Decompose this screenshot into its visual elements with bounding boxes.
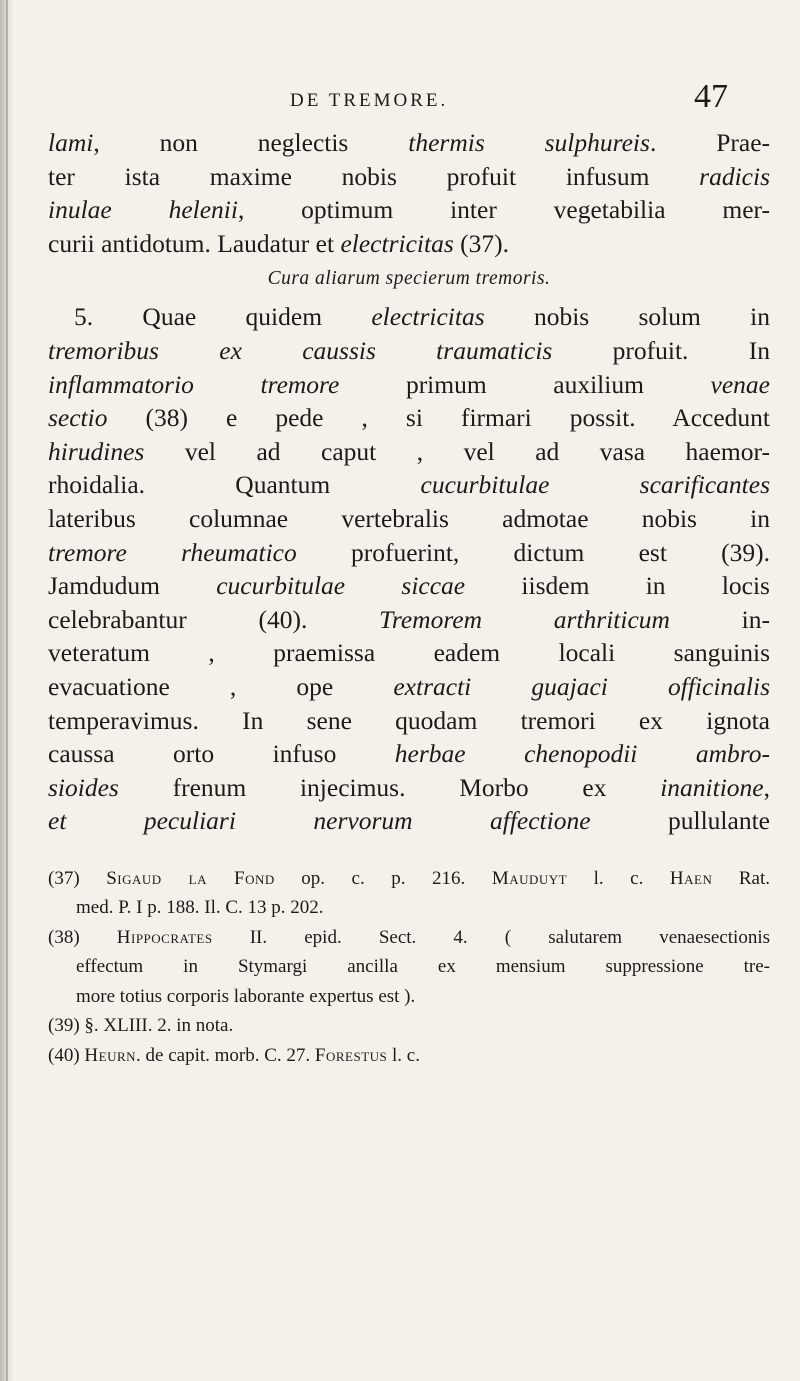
- page-number: 47: [694, 78, 728, 115]
- footnote-line: (39) §. XLIII. 2. in nota.: [48, 1015, 234, 1037]
- text-line: inflammatorio tremore primum auxilium venae: [48, 369, 770, 399]
- running-head: [48, 78, 770, 126]
- text-line: veteratum , praemissa eadem locali sanguinis: [48, 638, 770, 668]
- text-line: tremoribus ex caussis traumaticis profuit. In: [48, 335, 770, 365]
- text-line: et peculiari nervorum affectione pullulante: [48, 806, 770, 836]
- text-line: lami, non neglectis thermis sulphureis. Prae-: [48, 128, 771, 157]
- footnote-line: (37) Sigaud la Fond op. c. p. 216. Mauduyt l. c. Haen Rat.: [48, 867, 771, 889]
- text-line: lateribus columnae vertebralis admotae nobis in: [48, 503, 770, 533]
- footnote-line: med. P. I p. 188. Il. C. 13 p. 202.: [76, 897, 324, 919]
- text-line: caussa orto infuso herbae chenopodii ambro-: [48, 739, 770, 769]
- footnote-40: [48, 1041, 770, 1071]
- footnote-line: (40) Heurn. de capit. morb. C. 27. Forestus l. c.: [48, 1044, 420, 1066]
- paragraph-continued: [48, 126, 770, 260]
- section-heading: Cura aliarum specierum tremoris.: [267, 268, 551, 290]
- text-line: hirudines vel ad caput , vel ad vasa haemor-: [48, 436, 770, 466]
- text-line: tremore rheumatico profuerint, dictum est (39).: [48, 537, 770, 567]
- footnote-line: (38) Hippocrates II. epid. Sect. 4. ( salutarem venaesectionis: [48, 926, 770, 948]
- text-line: temperavimus. In sene quodam tremori ex ignota: [48, 705, 770, 735]
- book-page: [48, 78, 770, 1070]
- text-line: 5. Quae quidem electricitas nobis solum in: [74, 302, 770, 332]
- running-title: DE TREMORE.: [290, 90, 449, 111]
- footnote-line: effectum in Stymargi ancilla ex mensium suppressione tre-: [76, 956, 770, 978]
- footnote-39: [48, 1011, 770, 1041]
- footnotes: [48, 864, 770, 1071]
- text-line: sectio (38) e pede , si firmari possit. Accedunt: [48, 403, 770, 433]
- text-line: curii antidotum. Laudatur et electricitas (37).: [48, 228, 509, 258]
- footnote-38: [48, 923, 770, 1012]
- text-line: ter ista maxime nobis profuit infusum radicis: [48, 161, 770, 191]
- text-line: rhoidalia. Quantum cucurbitulae scarificantes: [48, 470, 770, 500]
- text-line: sioides frenum injecimus. Morbo ex inanitione,: [48, 772, 770, 802]
- page-binding-line: [6, 0, 8, 1381]
- text-line: inulae helenii, optimum inter vegetabilia mer-: [48, 195, 770, 225]
- text-line: Jamdudum cucurbitulae siccae iisdem in locis: [48, 571, 770, 601]
- text-line: evacuatione , ope extracti guajaci officinalis: [48, 671, 770, 701]
- footnote-line: more totius corporis laborante expertus est ).: [76, 985, 416, 1007]
- footnote-37: [48, 864, 770, 923]
- text-line: celebrabantur (40). Tremorem arthriticum in-: [48, 604, 770, 634]
- paragraph-section-5: [48, 300, 770, 838]
